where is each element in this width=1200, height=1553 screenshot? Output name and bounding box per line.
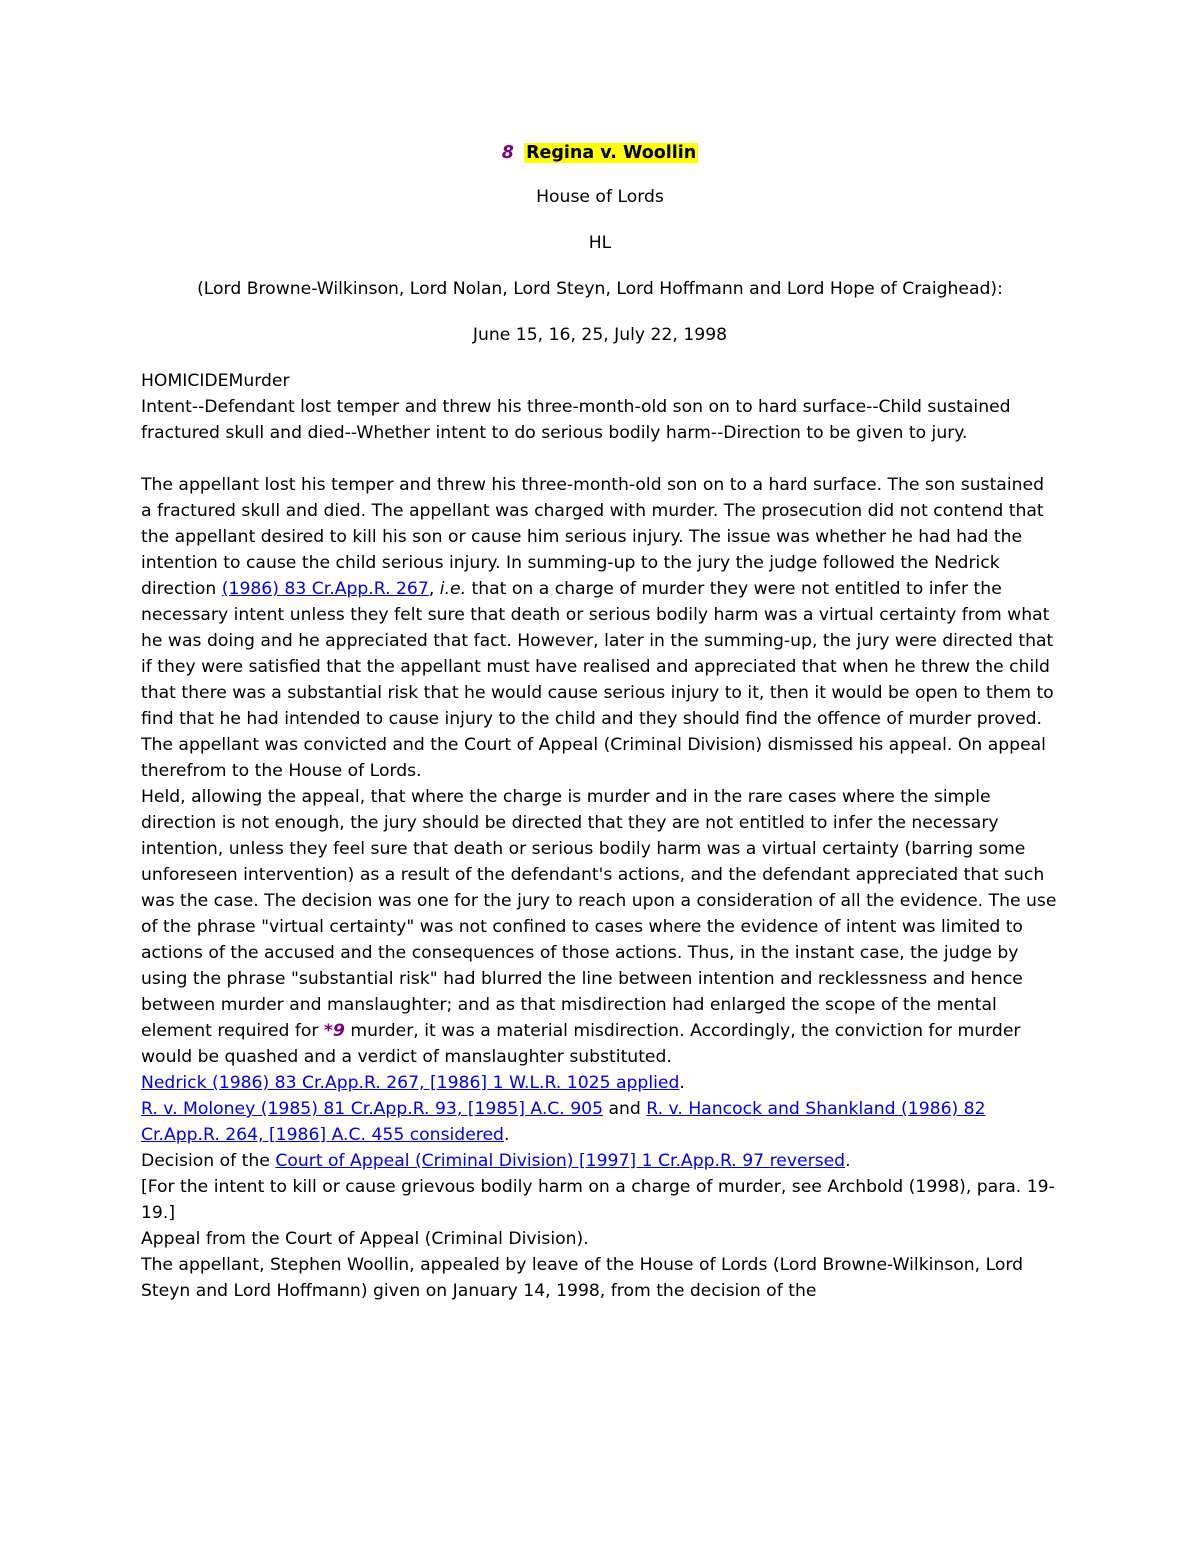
nedrick-citation-link[interactable]: (1986) 83 Cr.App.R. 267 [221,579,429,599]
nedrick-applied-link[interactable]: Nedrick (1986) 83 Cr.App.R. 267, [1986] 1 W.L.R. 1025 applied [141,1073,680,1093]
held-text-b: murder, it was a material misdirection. Accordingly, the conviction for murder would be quashed and a verdict of manslaughter substituted. [141,1021,1021,1067]
court-name: House of Lords [536,187,664,207]
facts-text-b: , [428,579,440,599]
citation-reversed-pre: Decision of the [141,1151,276,1171]
citation-reversed-end: . [845,1151,851,1171]
citation-applied-end: . [679,1073,685,1093]
case-title-line [141,140,1059,166]
headnote-held [141,784,1059,1070]
hancock-link[interactable]: R. v. Hancock and Shankland (1986) 82 Cr.App.R. 264, [1986] A.C. 455 considered [141,1099,986,1145]
facts-text-a: The appellant lost his temper and threw his three-month-old son on to a hard surface. The son sustained a fractured skull and died. The appellant was charged with murder. The prosecution did not contend that the appellant desired to kill his son or cause him serious injury. The issue was whether he had had the intention to cause the child serious injury. In summing-up to the jury the judge followed the Nedrick direction [141,475,1044,599]
catchword-text: Intent--Defendant lost temper and threw his three-month-old son on to hard surface--Child sustained fractured skull and died--Whether intent to do serious bodily harm--Direction to be given to jury. [141,397,1011,443]
appeal-from: Appeal from the Court of Appeal (Criminal Division). [141,1229,589,1249]
spacer [141,446,1059,472]
citation-and: and [603,1099,647,1119]
moloney-link[interactable]: R. v. Moloney (1985) 81 Cr.App.R. 93, [1985] A.C. 905 [141,1099,604,1119]
star-page-marker: *9 [323,1021,345,1041]
appellant-paragraph: The appellant, Stephen Woollin, appealed by leave of the House of Lords (Lord Browne-Wilkinson, Lord Steyn and Lord Hoffmann) given on January 14, 1998, from the decision of the [141,1255,1024,1301]
catchword-heading: HOMICIDEMurder [141,371,290,391]
archbold-note: [For the intent to kill or cause grievous bodily harm on a charge of murder, see Archbold (1998), para. 19-19.] [141,1177,1055,1223]
document-page [141,140,1059,1304]
facts-text-c: that on a charge of murder they were not entitled to infer the necessary intent unless they felt sure that death or serious bodily harm was a virtual certainty from what he was doing and he appreciated that fact. However, later in the summing-up, the jury were directed that if they were satisfied that the appellant must have realised and appreciated that when he threw the child that there was a substantial risk that he would cause serious injury to it, then it would be open to them to find that he had intended to cause injury to the child and they should find the offence of murder proved. The appellant was convicted and the Court of Appeal (Criminal Division) dismissed his appeal. On appeal therefrom to the House of Lords. [141,579,1054,781]
citation-reversed [141,1148,1059,1174]
court-of-appeal-link[interactable]: Court of Appeal (Criminal Division) [1997] 1 Cr.App.R. 97 reversed [275,1151,846,1171]
hearing-dates: June 15, 16, 25, July 22, 1998 [472,325,728,345]
citation-considered-end: . [503,1125,510,1145]
case-title: Regina v. Woollin [526,143,697,163]
page-number: 8 [501,143,514,163]
headnote-facts [141,472,1059,784]
citation-applied [141,1070,1059,1096]
court-abbrev: HL [588,233,612,253]
ie-abbrev: i.e. [439,579,467,599]
citation-considered [141,1096,1059,1148]
held-text-a: Held, allowing the appeal, that where the charge is murder and in the rare cases where the simple direction is not enough, the jury should be directed that they are not entitled to infer the necessary intention, unless they feel sure that death or serious bodily harm was a virtual certainty (barring some unforeseen intervention) as a result of the defendant's actions, and the defendant appreciated that such was the case. The decision was one for the jury to reach upon a consideration of all the evidence. The use of the phrase "virtual certainty" was not confined to cases where the evidence of intent was limited to actions of the accused and the consequences of those actions. Thus, in the instant case, the judge by using the phrase "substantial risk" had blurred the line between intention and recklessness and hence between murder and manslaughter; and as that misdirection had enlarged the scope of the mental element required for [141,787,1057,1041]
judges-list: (Lord Browne-Wilkinson, Lord Nolan, Lord Steyn, Lord Hoffmann and Lord Hope of Craighead): [197,279,1003,299]
